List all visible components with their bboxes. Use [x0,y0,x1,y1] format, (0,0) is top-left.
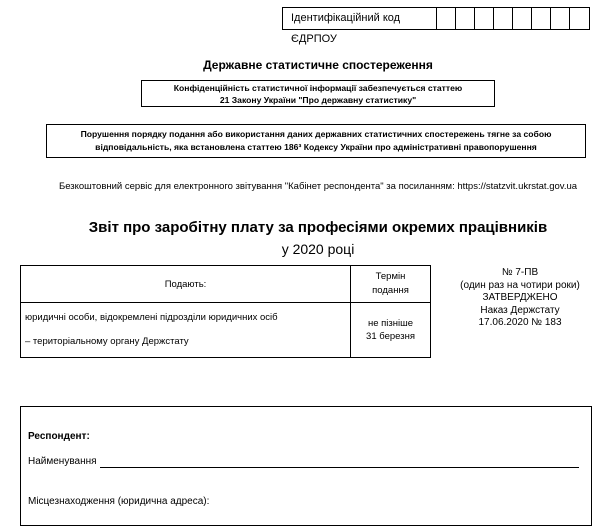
violation-line-1: Порушення порядку подання або використання даних державних статистичних спостережень тягне за собою [80,129,552,139]
form-date: 17.06.2020 № 183 [478,317,562,328]
form-approved: ЗАТВЕРДЖЕНО [482,292,558,303]
edrpou-digit-cell[interactable] [475,8,494,29]
form-number: № 7-ПВ [501,267,539,278]
violation-line-2: відповідальність, яка встановлена статтею 186³ Кодексу України про адміністративні правопорушення [95,142,537,152]
submission-table [20,265,431,358]
form-info [440,267,600,330]
report-year: у 2020 році [281,241,355,257]
header-submit: Подають: [21,266,351,303]
confidentiality-line-1: Конфіденційність статистичної інформації забезпечується статтею [173,83,463,93]
name-input-line[interactable] [100,467,579,468]
deadline-cell [351,303,431,358]
submitters-line-2: – територіальному органу Держстату [25,336,189,347]
edrpou-digit-cell[interactable] [551,8,570,29]
respondent-box [20,406,592,526]
header-deadline [351,266,431,303]
header-deadline-line-1: Термін [375,271,406,282]
address-label: Місцезнаходження (юридична адреса): [28,496,210,507]
edrpou-digit-cell[interactable] [532,8,551,29]
header-deadline-line-2: подання [372,285,409,296]
confidentiality-line-2: 21 Закону України "Про державну статистику" [219,95,417,105]
edrpou-label: Ідентифікаційний код ЄДРПОУ [283,8,437,29]
respondent-label: Респондент: [28,431,90,442]
submitters-line-1: юридичні особи, відокремлені підрозділи юридичних осіб [25,312,278,323]
deadline-line-1: не пізніше [367,318,414,329]
edrpou-digit-cell[interactable] [456,8,475,29]
form-order: Наказ Держстату [480,304,560,316]
edrpou-digit-cell[interactable] [494,8,513,29]
confidentiality-notice [141,80,495,107]
service-link-text: Безкоштовний сервіс для електронного звітування "Кабінет респондента" за посиланням: https://statzvit.ukrstat.gov.ua [58,181,578,192]
name-label: Найменування [28,456,97,467]
form-frequency: (один раз на чотири роки) [460,279,580,291]
edrpou-digit-cell[interactable] [570,8,589,29]
submitters-cell [21,303,351,358]
report-title: Звіт про заробітну плату за професіями окремих працівників [88,219,548,236]
deadline-line-2: 31 березня [366,331,415,342]
edrpou-code-box [282,7,590,45]
edrpou-digit-cell[interactable] [513,8,532,29]
violation-notice [46,124,586,158]
edrpou-digit-cell[interactable] [437,8,456,29]
survey-heading: Державне статистичне спостереження [203,58,433,72]
